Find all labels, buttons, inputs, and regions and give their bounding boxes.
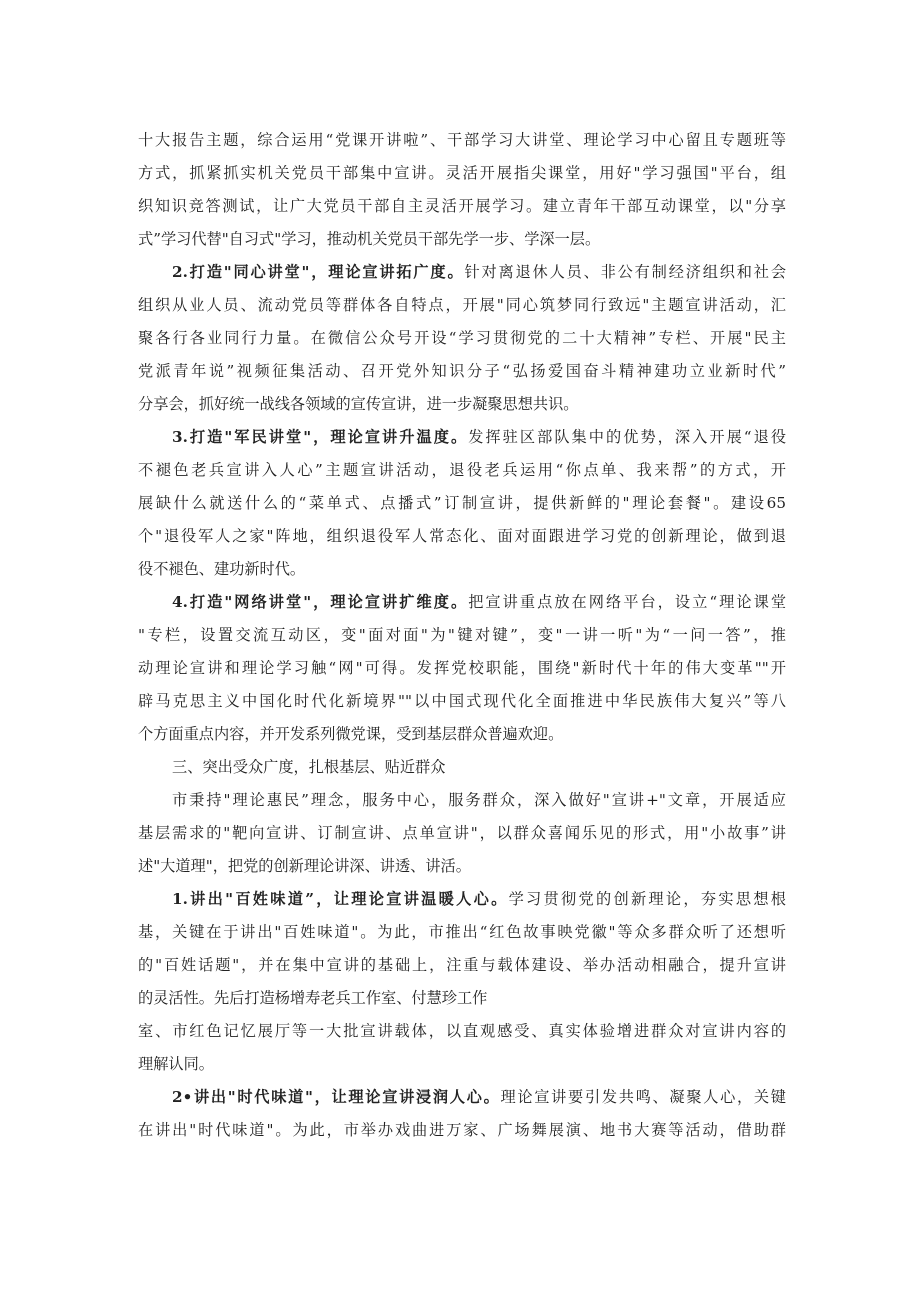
paragraph-line: 聚各行各业同行力量。在微信公众号开设“学习贯彻党的二十大精神”专栏、开展"民主 [138,329,786,347]
paragraph-first-line [172,889,786,909]
paragraph-text: 把宣讲重点放在网络平台，设立“理论课堂 [468,593,787,611]
paragraph-line: 个"退役军人之家"阵地，组织退役军人常态化、面对面跟进学习党的创新理论，做到退 [138,527,786,545]
paragraph-first-line [172,592,786,612]
paragraph-line: 辟马克思主义中国化时代化新境界""以中国式现代化全面推进中华民族伟大复兴”等八 [138,692,786,710]
paragraph-line: 组织从业人员、流动党员等群体各自特点，开展"同心筑梦同行致远"主题宣讲活动，汇 [138,296,786,314]
paragraph-line: "专栏，设置交流互动区，变"面对面"为"键对键”，变"一讲一听"为“一问一答”，推 [138,626,786,644]
paragraph-line: 方式，抓紧抓实机关党员干部集中宣讲。灵活开展指尖课堂，用好"学习强国"平台，组 [138,164,786,182]
section-heading: 2•讲出"时代味道"，让理论宣讲浸润人心。 [172,1088,501,1106]
paragraph-text: 发挥驻区部队集中的优势，深入开展“退役 [468,428,787,446]
paragraph-line: 展缺什么就送什么的“菜单式、点播式”订制宣讲，提供新鲜的"理论套餐"。建设65 [138,494,786,512]
paragraph-line: 役不褪色、建功新时代。 [138,560,306,578]
paragraph-line: 基，关键在于讲出"百姓味道"。为此，市推出“红色故事映党徽"等众多群众听了还想听 [138,923,786,941]
paragraph-line: 十大报告主题，综合运用“党课开讲啦”、干部学习大讲堂、理论学习中心留且专题班等 [138,131,786,149]
paragraph-line: 党派青年说”视频征集活动、召开党外知识分子“弘扬爱国奋斗精神建功立业新时代” [138,362,786,380]
paragraph-text: 理论宣讲要引发共鸣、凝聚人心，关键 [500,1088,786,1106]
paragraph-line: 室、市红色记忆展厅等一大批宣讲载体，以直观感受、真实体验增进群众对宣讲内容的 [138,1022,786,1040]
section-heading: 2.打造"同心讲堂"，理论宣讲拓广度。 [172,263,465,281]
paragraph-text: 针对离退休人员、非公有制经济组织和社会 [464,263,787,281]
paragraph-line: 织知识竞答测试，让广大党员干部自主灵活开展学习。建立青年干部互动课堂，以"分享 [138,197,786,215]
section-title: 三、突出受众广度，扎根基层、贴近群众 [172,758,446,776]
section-heading: 4.打造"网络讲堂"，理论宣讲扩维度。 [172,593,469,611]
paragraph-text: 学习贯彻党的创新理论，夯实思想根 [508,890,786,908]
section-heading: 3.打造"军民讲堂"，理论宣讲升温度。 [172,428,469,446]
paragraph-line: 分享会，抓好统一战线各领域的宣传宣讲，进一步凝聚思想共识。 [138,395,579,413]
paragraph-line: 个方面重点内容，并开发系列微党课，受到基层群众普遍欢迎。 [138,725,564,743]
paragraph-line: 述"大道理"，把党的创新理论讲深、讲透、讲活。 [138,857,471,875]
paragraph-line: 基层需求的"靶向宣讲、订制宣讲、点单宣讲"，以群众喜闻乐见的形式，用"小故事”讲 [138,824,786,842]
paragraph-line: 式”学习代替"自习式"学习，推动机关党员干部先学一步、学深一层。 [138,230,601,248]
paragraph-line: 动理论宣讲和理论学习触“网"可得。发挥党校职能，围绕"新时代十年的伟大变革""开 [138,659,786,677]
paragraph-line: 在讲出"时代味道"。为此，市举办戏曲进万家、广场舞展演、地书大赛等活动，借助群 [138,1121,786,1139]
section-heading: 1.讲出"百姓味道”，让理论宣讲温暖人心。 [172,890,509,908]
paragraph-first-line [172,262,786,282]
paragraph-line: 的灵活性。先后打造杨增寿老兵工作室、付慧珍工作 [138,989,488,1007]
paragraph-line: 理解认同。 [138,1055,214,1073]
paragraph-first-line [172,1087,786,1107]
paragraph-line: 不褪色老兵宣讲入人心”主题宣讲活动，退役老兵运用“你点单、我来帮”的方式，开 [138,461,786,479]
paragraph-first-line [172,427,786,447]
paragraph-line: 的"百姓话题"，并在集中宣讲的基础上，注重与载体建设、举办活动相融合，提升宣讲 [138,956,786,974]
paragraph-line: 市秉持"理论惠民”理念，服务中心，服务群众，深入做好"宣讲+"文章，开展适应 [172,791,786,809]
